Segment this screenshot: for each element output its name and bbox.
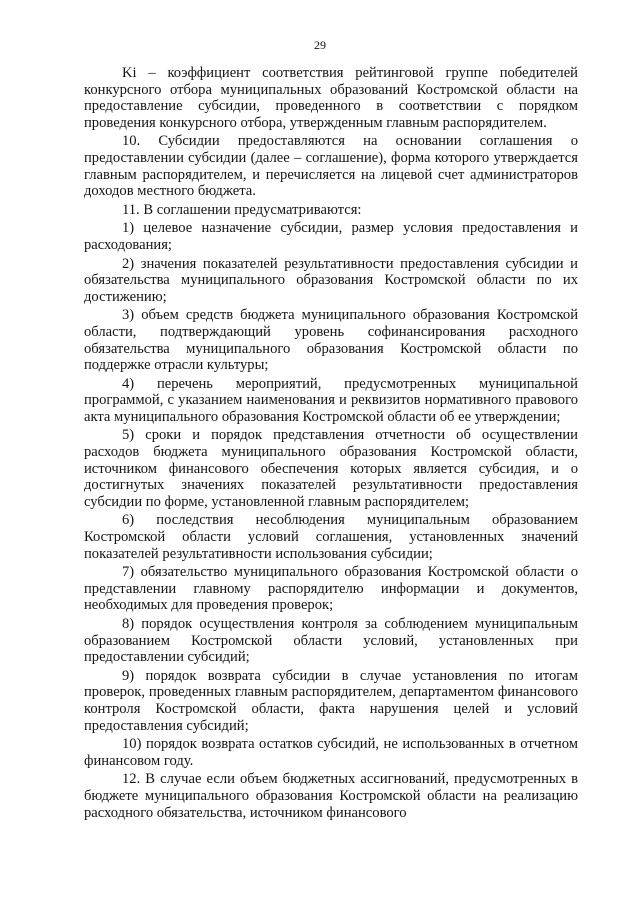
list-item-3: 3) объем средств бюджета муниципального образования Костромской области, подтверждающий уровень софинансирования расходного обязательства муниципального образования Костромской области по поддержке отрасли культуры; bbox=[84, 307, 578, 374]
paragraph-coefficient-definition: Ki – коэффициент соответствия рейтинговой группе победителей конкурсного отбора муниципальных образований Костромской области на предоставление субсидии, проведенного в соответствии с порядком проведения конкурсного отбора, утвержденным главным распорядителем. bbox=[84, 65, 578, 131]
list-item-10: 10) порядок возврата остатков субсидий, не использованных в отчетном финансовом году. bbox=[84, 736, 578, 769]
paragraph-12: 12. В случае если объем бюджетных ассигнований, предусмотренных в бюджете муниципального образования Костромской области на реализацию расходного обязательства, источником финансового bbox=[84, 771, 578, 821]
paragraph-11-heading: 11. В соглашении предусматриваются: bbox=[122, 201, 362, 218]
document-body bbox=[84, 65, 578, 821]
list-item-6: 6) последствия несоблюдения муниципальным образованием Костромской области условий соглашения, установленных значений показателей результативности использования субсидии; bbox=[84, 512, 578, 562]
paragraph-10-agreement: 10. Субсидии предоставляются на основании соглашения о предоставлении субсидии (далее – соглашение), форма которого утверждается главным распорядителем, и перечисляется на лицевой счет администраторов доходов местного бюджета. bbox=[84, 133, 578, 200]
list-item-5: 5) сроки и порядок представления отчетности об осуществлении расходов бюджета муниципального образования Костромской области, источником финансового обеспечения которых является субсидия, и о достигнутых значениях показателей результативности предоставления субсидии по форме, установленной главным распорядителем; bbox=[84, 427, 578, 510]
page-number: 29 bbox=[314, 38, 326, 52]
list-item-8: 8) порядок осуществления контроля за соблюдением муниципальным образованием Костромской области условий, установленных при предоставлении субсидий; bbox=[84, 616, 578, 666]
list-item-1: 1) целевое назначение субсидии, размер условия предоставления и расходования; bbox=[84, 220, 578, 253]
list-item-2: 2) значения показателей результативности предоставления субсидии и обязательства муниципального образования Костромской области по их достижению; bbox=[84, 255, 578, 305]
list-item-9: 9) порядок возврата субсидии в случае установления по итогам проверок, проведенных главным распорядителем, департаментом финансового контроля Костромской области, факта нарушения целей и условий предоставления субсидий; bbox=[84, 667, 578, 734]
list-item-4: 4) перечень мероприятий, предусмотренных муниципальной программой, с указанием наименования и реквизитов нормативного правового акта муниципального образования Костромской области об ее утверждении; bbox=[84, 375, 578, 425]
list-item-7: 7) обязательство муниципального образования Костромской области о представлении главному распорядителю информации и документов, необходимых для проведения проверок; bbox=[84, 564, 578, 614]
